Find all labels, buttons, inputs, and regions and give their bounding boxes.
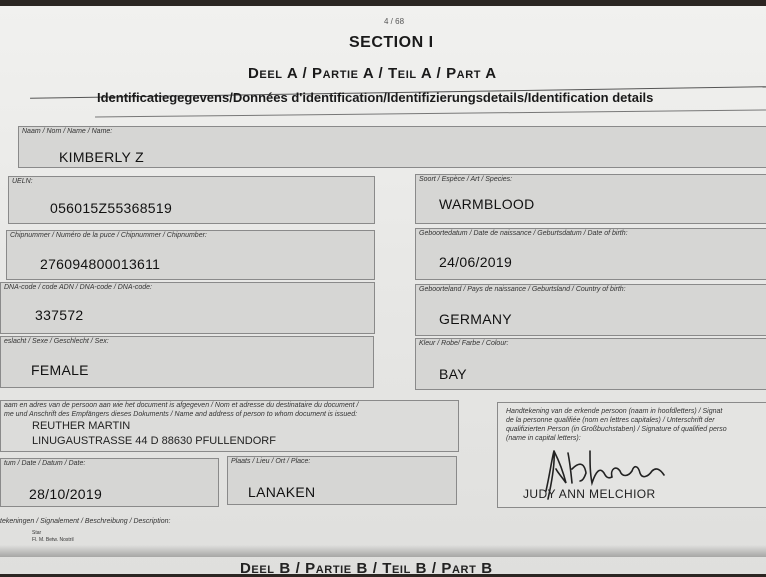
dna-field — [0, 282, 375, 334]
colour-label: Kleur / Robe/ Farbe / Colour: — [419, 340, 509, 347]
identification-heading: Identificatiegegevens/Données d'identification/Identifizierungsdetails/Identification details — [97, 90, 654, 105]
place-field — [227, 456, 457, 505]
chip-field — [6, 230, 375, 280]
description-label: tekeningen / Signalement / Beschreibung / Description: — [0, 518, 171, 525]
dna-label: DNA-code / code ADN / DNA-code / DNA-code: — [4, 284, 152, 291]
recipient-address: LINUGAUSTRASSE 44 D 88630 PFULLENDORF — [32, 435, 276, 447]
ueln-label: UELN: — [12, 178, 33, 185]
section-title: SECTION I — [349, 34, 434, 51]
birth-date-value: 24/06/2019 — [439, 254, 513, 270]
ueln-field — [8, 176, 375, 224]
birth-date-label: Geboortedatum / Date de naissance / Geburtsdatum / Date of birth: — [419, 230, 628, 237]
recipient-label-line2: me und Anschrift des Empfängers dieses Dokuments / Name and address of person to whom document is issued: — [4, 411, 358, 418]
recipient-label-line1: aam en adres van de persoon aan wie het document is afgegeven / Nom et adresse du destinataire du document / — [4, 402, 359, 409]
species-label: Soort / Espèce / Art / Species: — [419, 176, 513, 183]
colour-field — [415, 338, 766, 390]
sex-value: FEMALE — [31, 362, 89, 378]
next-part-title: Deel B / Partie B / Teil B / Part B — [240, 560, 493, 577]
place-label: Plaats / Lieu / Ort / Place: — [231, 458, 311, 465]
passport-page — [0, 6, 766, 574]
signature-label-line2: de la personne qualifiée (nom en lettres capitales) / Unterschrift der — [506, 417, 715, 424]
divider-line — [95, 109, 766, 117]
sex-label: eslacht / Sexe / Geschlecht / Sex: — [4, 338, 109, 345]
name-label: Naam / Nom / Name / Name: — [22, 128, 113, 135]
colour-value: BAY — [439, 366, 467, 382]
page-number: 4 / 68 — [384, 17, 405, 26]
signature-field — [497, 402, 766, 508]
chip-label: Chipnummer / Numéro de la puce / Chipnummer / Chipnumber: — [10, 232, 207, 239]
birth-country-field — [415, 284, 766, 336]
recipient-name: REUTHER MARTIN — [32, 420, 131, 432]
signature-label-line4: (name in capital letters): — [506, 435, 581, 442]
date-label: tum / Date / Datum / Date: — [4, 460, 86, 467]
ueln-value: 056015Z55368519 — [50, 200, 173, 216]
signatory-name: JUDY ANN MELCHIOR — [523, 487, 656, 501]
chip-value: 276094800013611 — [40, 256, 161, 272]
birth-country-label: Geboorteland / Pays de naissance / Geburtsland / Country of birth: — [419, 286, 626, 293]
birth-country-value: GERMANY — [439, 311, 512, 327]
signature-label-line3: qualifizierten Person (in Großbuchstaben) / Signature of qualified perso — [506, 426, 727, 433]
description-line1: Star — [32, 530, 42, 536]
dna-value: 337572 — [35, 307, 84, 323]
name-field — [18, 126, 766, 168]
part-title: Deel A / Partie A / Teil A / Part A — [248, 65, 497, 82]
description-line2: Fl. M. Betw. Nostril — [32, 537, 74, 543]
date-field — [0, 458, 219, 507]
signature-label-line1: Handtekening van de erkende persoon (naam in hoofdletters) / Signat — [506, 408, 723, 415]
species-value: WARMBLOOD — [439, 196, 535, 212]
name-value: KIMBERLY Z — [59, 149, 144, 165]
recipient-field — [0, 400, 459, 452]
sex-field — [0, 336, 374, 388]
species-field — [415, 174, 766, 224]
date-value: 28/10/2019 — [29, 486, 103, 502]
place-value: LANAKEN — [248, 484, 316, 500]
birth-date-field — [415, 228, 766, 280]
page-fold-shadow — [0, 545, 766, 557]
